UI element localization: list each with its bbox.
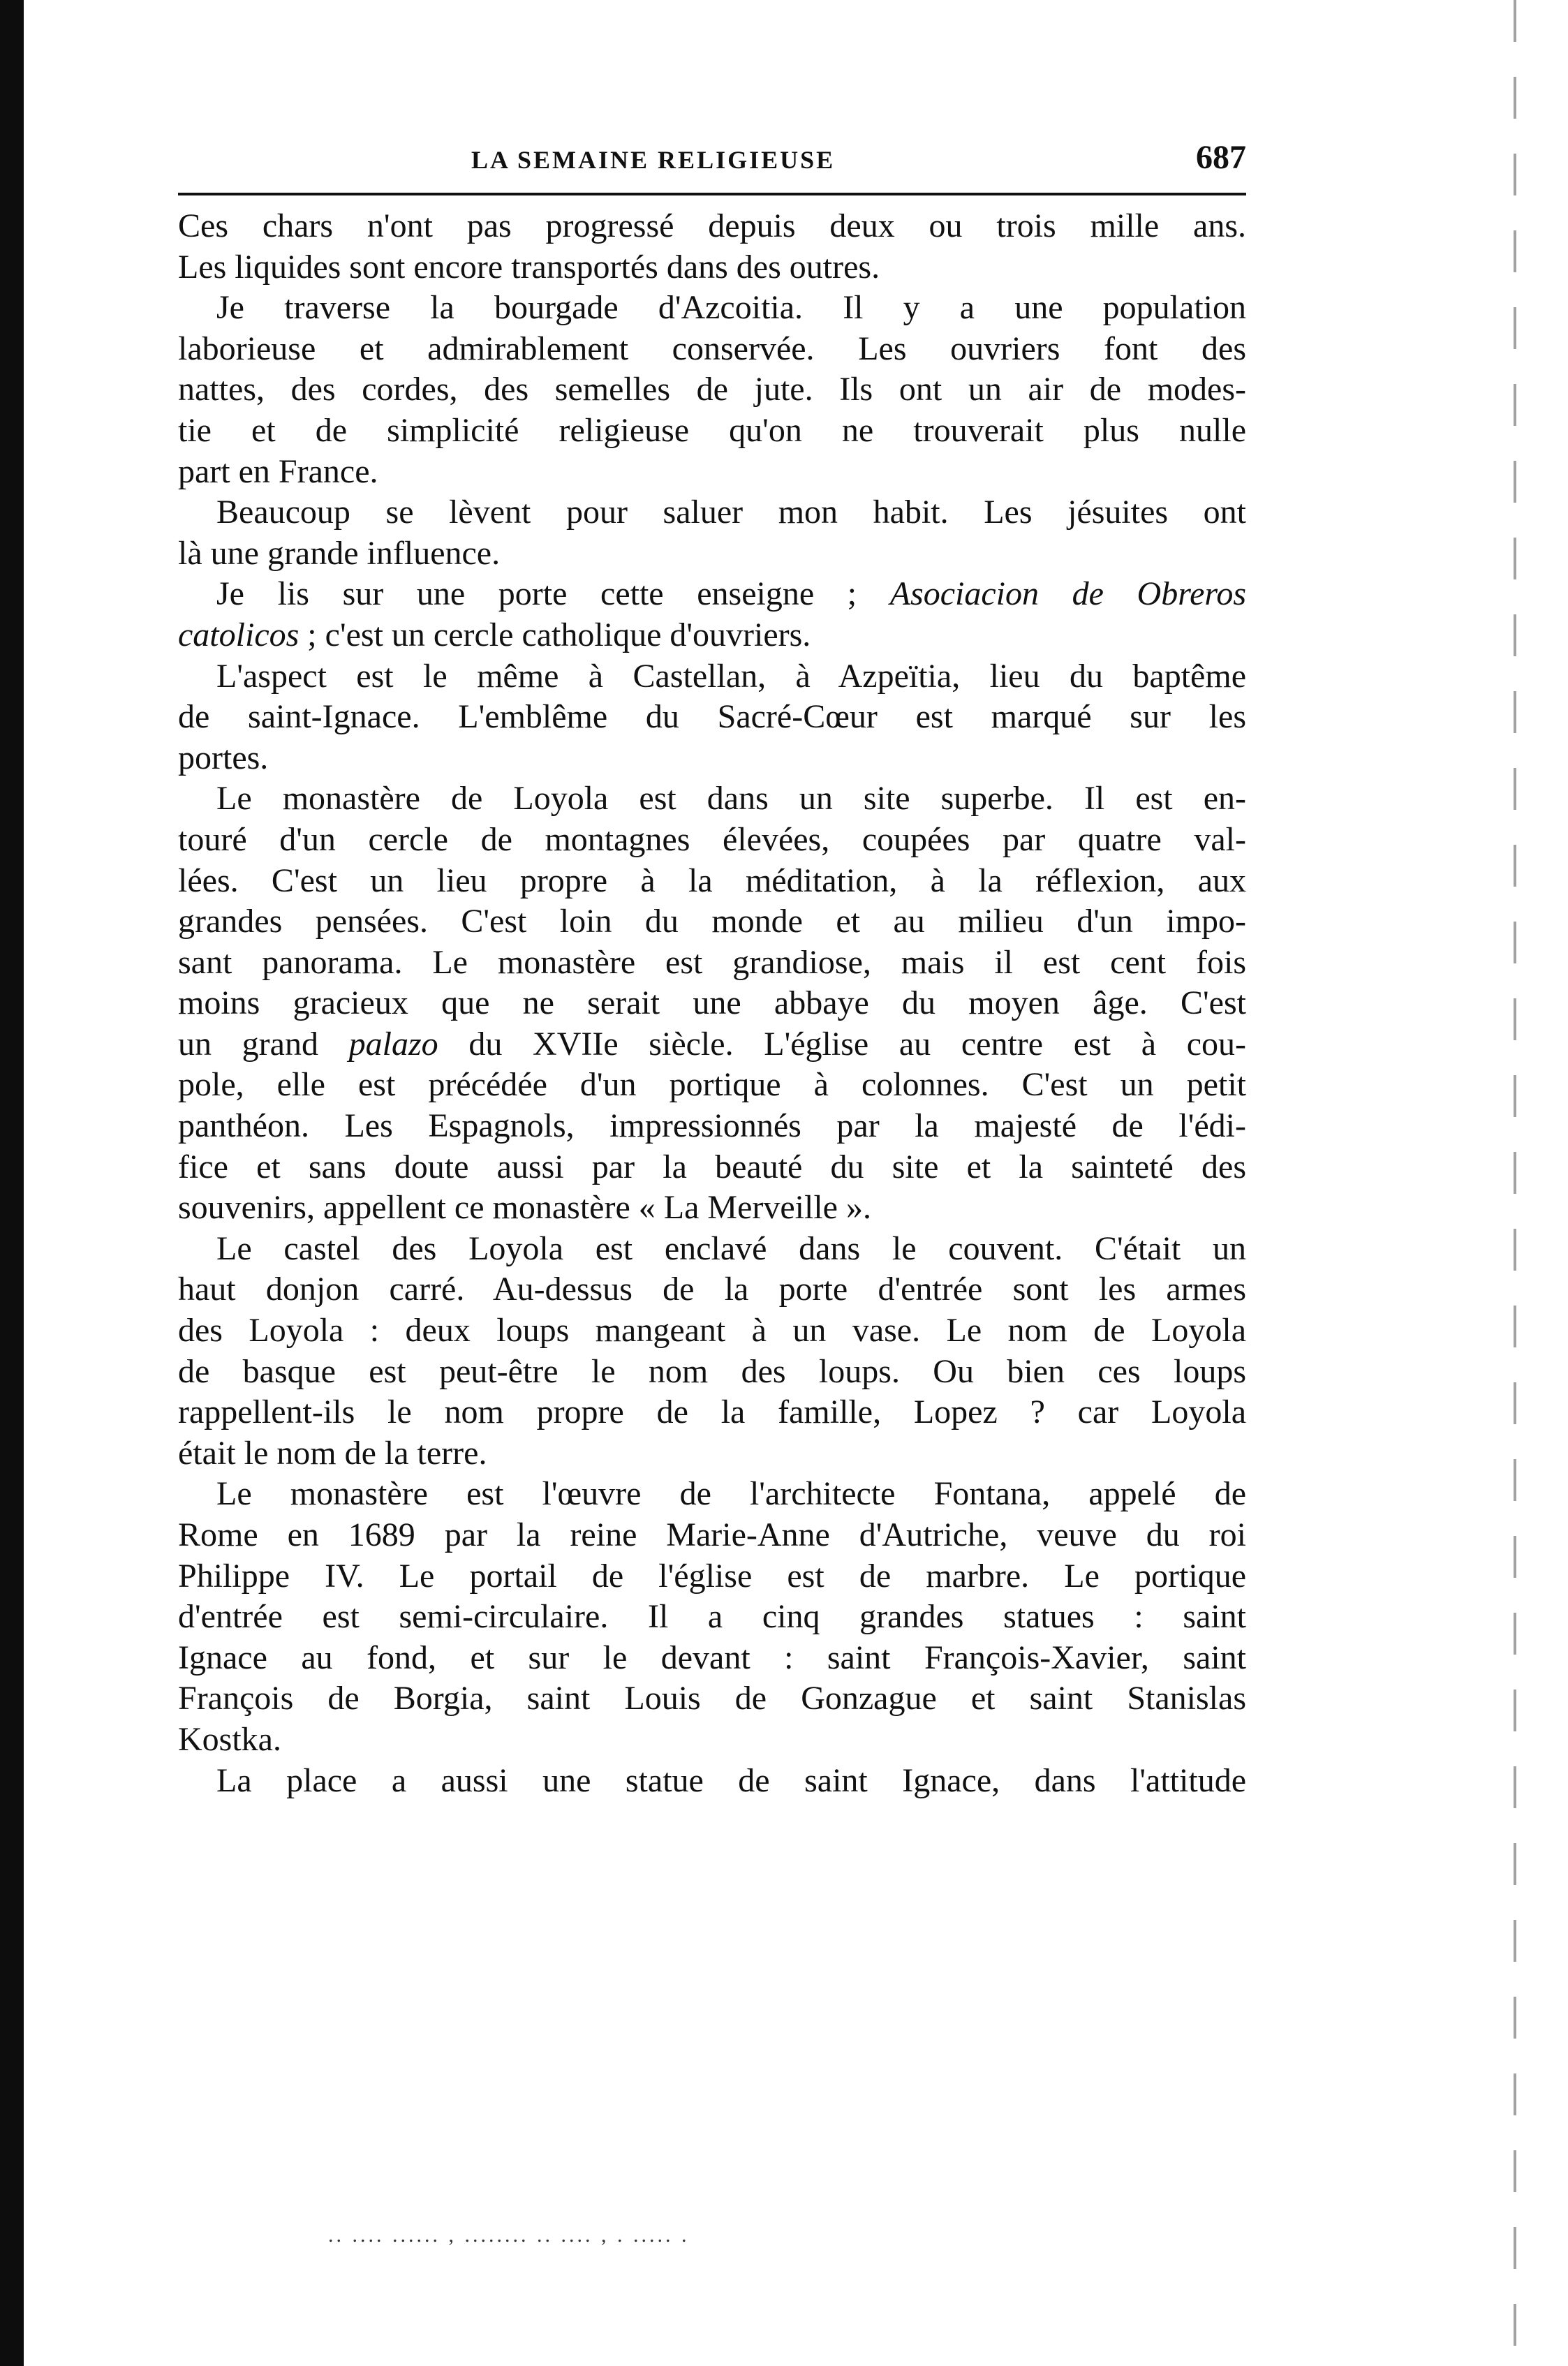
text-line: de basque est peut-être le nom des loups. Ou bien ces loups [178,1352,1246,1390]
body-text [178,206,1246,1801]
text-line: était le nom de la terre. [178,1434,487,1472]
text-line [178,615,1246,656]
scan-left-edge [0,0,24,2366]
text-line: François de Borgia, saint Louis de Gonzague et saint Stanislas [178,1680,1246,1717]
page-number: 687 [1196,139,1246,176]
header-rule [178,193,1246,195]
text-segment: un grand [178,1025,349,1063]
text-line: part en France. [178,452,378,490]
text-line: haut donjon carré. Au-dessus de la porte d'entrée sont les armes [178,1271,1246,1308]
document-page [178,133,1246,1799]
text-line: lées. C'est un lieu propre à la méditation, à la réflexion, aux [178,862,1246,899]
text-line: Le monastère de Loyola est dans un site superbe. Il est en- [216,780,1246,818]
text-line: Ces chars n'ont pas progressé depuis deux ou trois mille ans. [178,207,1246,244]
text-line: touré d'un cercle de montagnes élevées, coupées par quatre val- [178,820,1246,858]
text-line: Kostka. [178,1720,281,1758]
text-segment: ; c'est un cercle catholique d'ouvriers. [299,616,811,653]
text-line: des Loyola : deux loups mangeant à un vase. Le nom de Loyola [178,1312,1246,1350]
text-line: L'aspect est le même à Castellan, à Azpeïtia, lieu du baptême [216,657,1246,695]
text-segment: Je lis sur une porte cette enseigne ; [216,575,890,613]
text-line: là une grande influence. [178,534,501,572]
text-line: souvenirs, appellent ce monastère « La Merveille ». [178,1189,871,1227]
text-line: nattes, des cordes, des semelles de jute. Ils ont un air de modes- [178,371,1246,408]
text-line: rappellent-ils le nom propre de la famille, Lopez ? car Loyola [178,1393,1246,1431]
text-line: Les liquides sont encore transportés dans des outres. [178,248,880,286]
text-line: panthéon. Les Espagnols, impressionnés par la majesté de l'édi- [178,1107,1246,1145]
text-line: Beaucoup se lèvent pour saluer mon habit. Les jésuites ont [216,494,1246,531]
text-line: sant panorama. Le monastère est grandiose, mais il est cent fois [178,943,1246,981]
text-line: La place a aussi une statue de saint Ignace, dans l'attitude [216,1761,1246,1799]
running-head [178,133,1246,191]
italic-segment: Asociacion de Obreros [889,575,1246,613]
illegible-bottom-line: .. .... ...... , ........ .. .... , . ..... . [328,2224,690,2247]
text-line: pole, elle est précédée d'un portique à colonnes. C'est un petit [178,1066,1246,1104]
text-line: Rome en 1689 par la reine Marie-Anne d'Autriche, veuve du roi [178,1516,1246,1553]
text-line [178,1024,1246,1065]
text-line: moins gracieux que ne serait une abbaye du moyen âge. C'est [178,984,1246,1022]
text-line: d'entrée est semi-circulaire. Il a cinq grandes statues : saint [178,1598,1246,1636]
text-line: tie et de simplicité religieuse qu'on ne trouverait plus nulle [178,411,1246,449]
text-line: Le monastère est l'œuvre de l'architecte Fontana, appelé de [216,1475,1246,1513]
text-line: portes. [178,739,269,776]
italic-segment: palazo [348,1025,438,1063]
text-segment: du XVIIe siècle. L'église au centre est à cou- [438,1025,1246,1063]
text-line: de saint-Ignace. L'emblême du Sacré-Cœur est marqué sur les [178,698,1246,736]
italic-segment: catolicos [178,616,299,653]
text-line: grandes pensées. C'est loin du monde et au milieu d'un impo- [178,903,1246,940]
text-line: Je traverse la bourgade d'Azcoitia. Il y a une population [216,289,1246,327]
text-line: Ignace au fond, et sur le devant : saint François-Xavier, saint [178,1639,1246,1676]
text-line [178,574,1246,615]
text-line: Philippe IV. Le portail de l'église est de marbre. Le portique [178,1557,1246,1595]
text-line: laborieuse et admirablement conservée. Les ouvriers font des [178,330,1246,367]
text-line: Le castel des Loyola est enclavé dans le couvent. C'était un [216,1229,1246,1267]
running-title: LA SEMAINE RELIGIEUSE [471,146,836,174]
text-line: fice et sans doute aussi par la beauté du site et la sainteté des [178,1148,1246,1185]
scan-right-edge [1514,0,1516,2366]
